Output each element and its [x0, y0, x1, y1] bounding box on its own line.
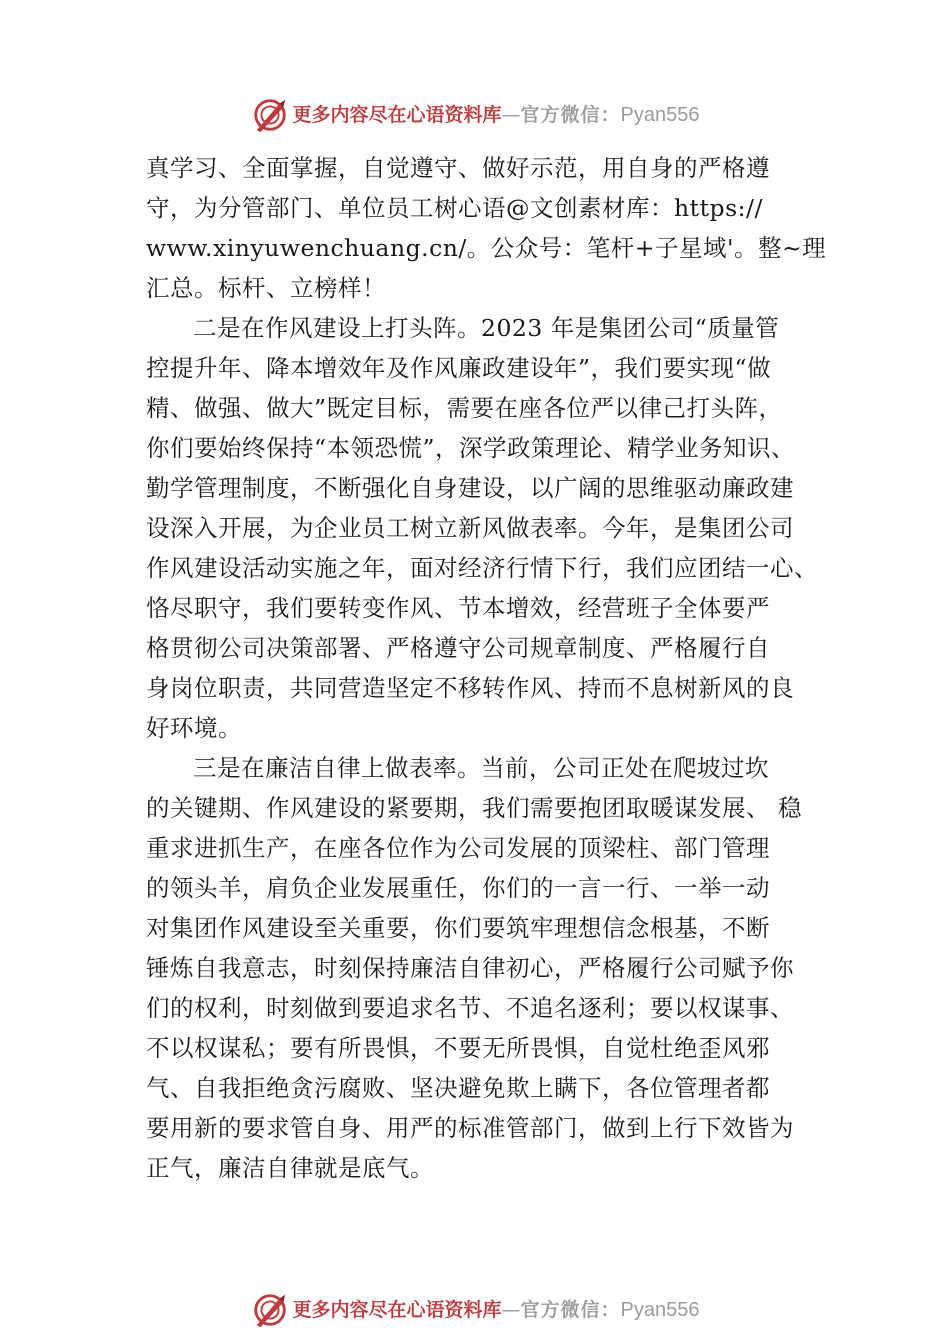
text-line: 守，为分管部门、单位员工树心语@文创素材库：https://: [146, 194, 763, 222]
text-line: 们的权利，时刻做到要追求名节、不追名逐利；要以权谋事、: [146, 994, 794, 1022]
banner-wechat-id: Pyan556: [620, 1299, 700, 1321]
banner-red-text: 更多内容尽在心语资料库: [292, 1299, 502, 1321]
text-line: 重求进抓生产，在座各位作为公司发展的顶梁柱、部门管理: [146, 834, 770, 862]
text-line: 锤炼自我意志，时刻保持廉洁自律初心，严格履行公司赋予你: [146, 954, 794, 982]
text-line: 真学习、全面掌握，自觉遵守、做好示范，用自身的严格遵: [146, 154, 770, 182]
text-line: 正气，廉洁自律就是底气。: [146, 1154, 434, 1182]
banner-dash: —: [501, 1299, 521, 1321]
text-line: 的领头羊，肩负企业发展重任，你们的一言一行、一举一动: [146, 874, 770, 902]
text-line: 气、自我拒绝贪污腐败、坚决避免欺上瞒下，各位管理者都: [146, 1074, 770, 1102]
text-line: 不以权谋私；要有所畏惧，不要无所畏惧，自觉杜绝歪风邪: [146, 1034, 770, 1062]
banner-grey-text: 官方微信：: [520, 104, 621, 126]
document-body: [146, 148, 836, 1188]
pen-logo-icon: [251, 1291, 289, 1329]
text-line: 汇总。标杆、立榜样！: [146, 274, 386, 302]
banner-grey-text: 官方微信：: [520, 1299, 621, 1321]
banner-dash: —: [501, 104, 521, 126]
text-line: 的关键期、作风建设的紧要期，我们需要抱团取暖谋发展、 稳: [146, 794, 802, 822]
text-line: 设深入开展，为企业员工树立新风做表率。今年，是集团公司: [146, 514, 794, 542]
text-line: 精、做强、做大”既定目标，需要在座各位严以律己打头阵，: [146, 394, 783, 422]
banner-red-text: 更多内容尽在心语资料库: [292, 104, 502, 126]
banner-text: [293, 1290, 700, 1330]
text-line: 恪尽职守，我们要转变作风、节本增效，经营班子全体要严: [146, 594, 770, 622]
pen-logo-icon: [251, 96, 289, 134]
header-banner: [0, 95, 950, 135]
text-line: 作风建设活动实施之年，面对经济行情下行，我们应团结一心、: [146, 554, 818, 582]
text-line: 好环境。: [146, 714, 242, 742]
text-line: 二是在作风建设上打头阵。2023 年是集团公司“质量管: [193, 314, 780, 342]
text-line: 勤学管理制度，不断强化自身建设，以广阔的思维驱动廉政建: [146, 474, 794, 502]
text-line: 要用新的要求管自身、用严的标准管部门，做到上行下效皆为: [146, 1114, 794, 1142]
text-line: www.xinyuwenchuang.cn/。公众号：笔杆+子星域'。整~理: [146, 234, 827, 262]
text-line: 身岗位职责，共同营造坚定不移转作风、持而不息树新风的良: [146, 674, 794, 702]
footer-banner: [0, 1290, 950, 1330]
text-line: 格贯彻公司决策部署、严格遵守公司规章制度、严格履行自: [146, 634, 770, 662]
banner-wechat-id: Pyan556: [620, 104, 700, 126]
banner-text: [293, 95, 700, 135]
text-line: 三是在廉洁自律上做表率。当前，公司正处在爬坡过坎: [193, 754, 769, 782]
text-line: 你们要始终保持“本领恐慌”，深学政策理论、精学业务知识、: [146, 434, 796, 462]
text-line: 控提升年、降本增效年及作风廉政建设年”，我们要实现“做: [146, 354, 772, 382]
text-line: 对集团作风建设至关重要，你们要筑牢理想信念根基，不断: [146, 914, 770, 942]
